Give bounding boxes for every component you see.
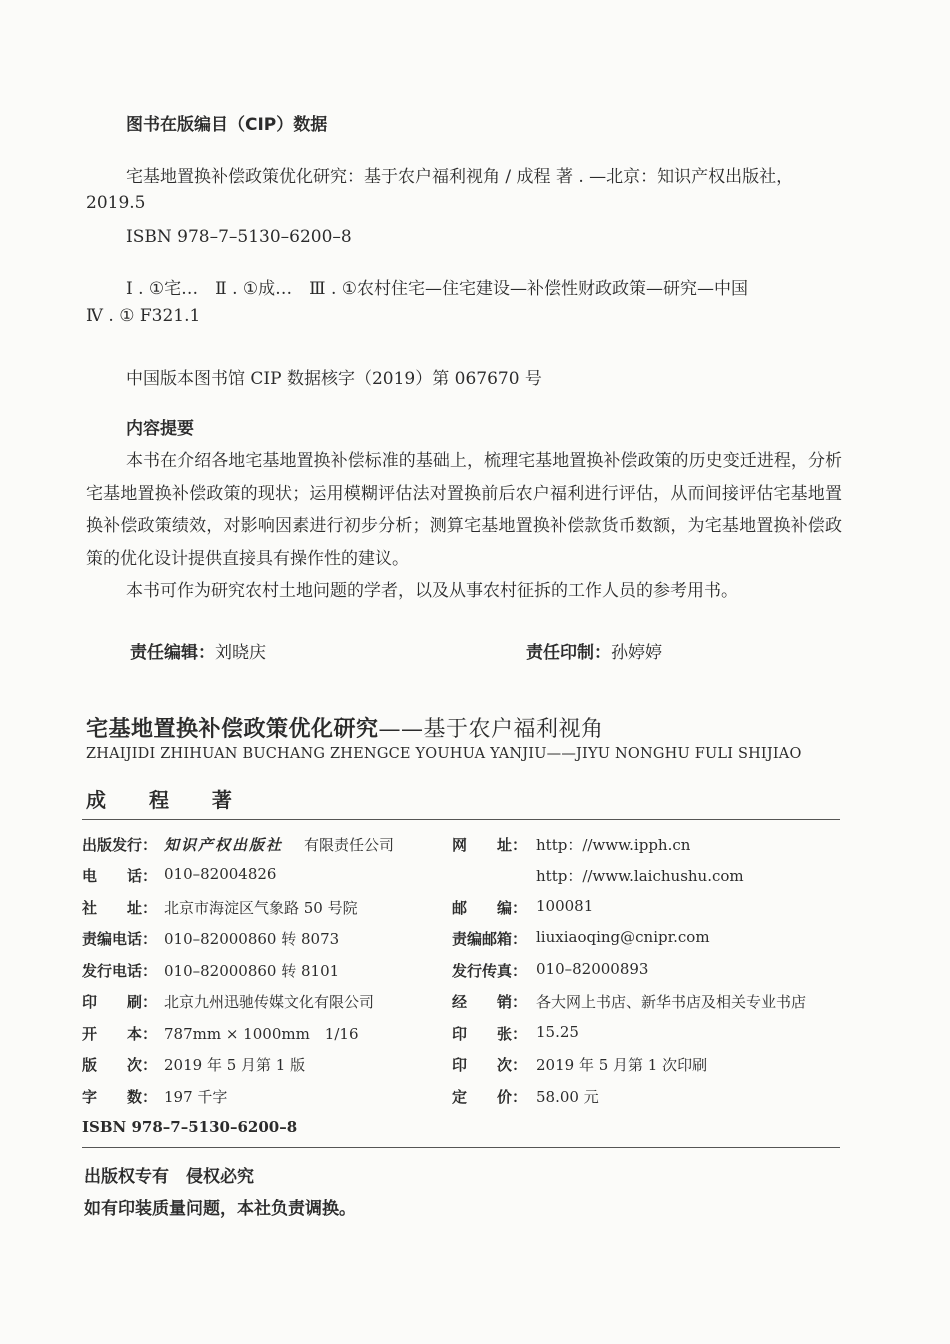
summary-body <box>86 445 842 608</box>
divider-bottom <box>82 1147 840 1148</box>
cip-isbn: ISBN 978–7–5130–6200–8 <box>126 227 352 247</box>
editor-phone-value: 010–82000860 转 8073 <box>164 930 340 948</box>
words-label: 字 数： <box>82 1088 158 1106</box>
editor-phone-label: 责编电话： <box>82 930 158 948</box>
isbn-bottom: ISBN 978–7–5130–6200–8 <box>82 1118 298 1136</box>
sales-fax-value: 010–82000893 <box>536 960 649 978</box>
info-row <box>82 1086 842 1108</box>
price-label: 定 价： <box>452 1088 528 1106</box>
responsible-printing <box>526 638 662 663</box>
info-row <box>82 897 842 919</box>
info-row <box>82 991 842 1013</box>
printing-value: 2019 年 5 月第 1 次印刷 <box>536 1056 708 1074</box>
postcode-label: 邮 编： <box>452 899 528 917</box>
info-row <box>82 1054 842 1076</box>
copyright-notice: 出版权专有 侵权必究 <box>84 1167 254 1187</box>
book-title <box>86 712 604 743</box>
website-2: http：//www.laichushu.com <box>536 867 744 885</box>
cip-heading: 图书在版编目（CIP）数据 <box>126 115 328 135</box>
info-row <box>82 865 842 887</box>
address-label: 社 址： <box>82 899 158 917</box>
book-title-pinyin: ZHAIJIDI ZHIHUAN BUCHANG ZHENGCE YOUHUA YANJIU——JIYU NONGHU FULI SHIJIAO <box>86 746 802 762</box>
price-value: 58.00 元 <box>536 1088 599 1106</box>
publisher-logo: 知识产权出版社 <box>164 836 284 854</box>
book-title-main: 宅基地置换补偿政策优化研究 <box>86 717 379 742</box>
book-author: 成 程 著 <box>86 788 250 812</box>
cip-library-record: 中国版本图书馆 CIP 数据核字（2019）第 067670 号 <box>126 369 542 389</box>
website-1: http：//www.ipph.cn <box>536 836 691 854</box>
book-title-sub: ——基于农户福利视角 <box>378 717 604 742</box>
responsible-printing-label: 责任印制： <box>526 643 611 663</box>
summary-paragraph-1: 本书在介绍各地宅基地置换补偿标准的基础上，梳理宅基地置换补偿政策的历史变迁进程，分析宅基地置换补偿政策的现状；运用模糊评估法对置换前后农户福利进行评估，从而间接评估宅基地置换补偿政策绩效，对影响因素进行初步分析；测算宅基地置换补偿款货币数额，为宅基地置换补偿政策的优化设计提供直接具有操作性的建议。 <box>86 451 842 569</box>
info-row <box>82 834 842 856</box>
editor-email-label: 责编邮箱： <box>452 930 528 948</box>
cip-classification-1: Ⅰ . ①宅… Ⅱ . ①成… Ⅲ . ①农村住宅—住宅建设—补偿性财政政策—研究—中国 <box>126 279 749 299</box>
phone-value: 010–82004826 <box>164 865 277 883</box>
info-row <box>82 928 842 950</box>
postcode-value: 100081 <box>536 897 594 915</box>
info-row <box>82 960 842 982</box>
address-value: 北京市海淀区气象路 50 号院 <box>164 899 358 917</box>
info-row <box>82 1023 842 1045</box>
website-label: 网 址： <box>452 836 528 854</box>
divider-top <box>82 819 840 820</box>
printer-label: 印 刷： <box>82 993 158 1011</box>
summary-heading: 内容提要 <box>126 419 194 439</box>
phone-label: 电 话： <box>82 867 158 885</box>
format-value: 787mm × 1000mm 1/16 <box>164 1025 359 1043</box>
sheets-value: 15.25 <box>536 1023 579 1041</box>
cip-title-line: 宅基地置换补偿政策优化研究：基于农户福利视角 / 成程 著 . —北京：知识产权出版社， <box>126 167 794 187</box>
printing-label: 印 次： <box>452 1056 528 1074</box>
responsible-editor <box>130 638 266 663</box>
sales-phone-value: 010–82000860 转 8101 <box>164 962 340 980</box>
edition-value: 2019 年 5 月第 1 版 <box>164 1056 306 1074</box>
sales-phone-label: 发行电话： <box>82 962 158 980</box>
cip-year-line: 2019.5 <box>86 193 146 213</box>
edition-label: 版 次： <box>82 1056 158 1074</box>
format-label: 开 本： <box>82 1025 158 1043</box>
cip-classification-2: Ⅳ . ① F321.1 <box>86 306 201 326</box>
publisher-label: 出版发行： <box>82 836 158 854</box>
publisher-suffix: 有限责任公司 <box>304 836 395 854</box>
responsible-printing-name: 孙婷婷 <box>611 643 662 663</box>
printer-value: 北京九州迅驰传媒文化有限公司 <box>164 993 375 1011</box>
editor-email-value: liuxiaoqing@cnipr.com <box>536 928 710 946</box>
sales-fax-label: 发行传真： <box>452 962 528 980</box>
quality-notice: 如有印装质量问题，本社负责调换。 <box>84 1199 356 1219</box>
words-value: 197 千字 <box>164 1088 228 1106</box>
distributor-label: 经 销： <box>452 993 528 1011</box>
distributor-value: 各大网上书店、新华书店及相关专业书店 <box>536 993 807 1011</box>
summary-paragraph-2: 本书可作为研究农村土地问题的学者，以及从事农村征拆的工作人员的参考用书。 <box>126 581 738 601</box>
responsible-editor-name: 刘晓庆 <box>215 643 266 663</box>
responsible-editor-label: 责任编辑： <box>130 643 215 663</box>
sheets-label: 印 张： <box>452 1025 528 1043</box>
